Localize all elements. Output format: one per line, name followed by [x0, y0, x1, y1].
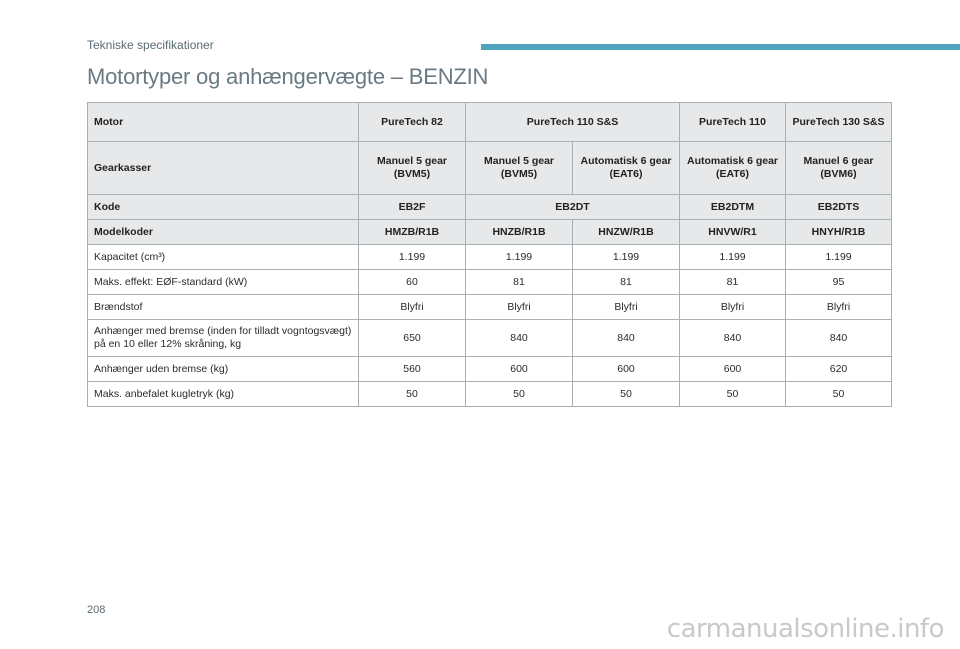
header-accent-bar [481, 44, 960, 50]
watermark: carmanualsonline.info [666, 614, 944, 644]
table-cell: Blyfri [680, 295, 786, 320]
row-label: Anhænger med bremse (inden for tilladt vogntogsvægt) på en 10 eller 12% skråning, kg [88, 320, 359, 357]
table-cell: 95 [786, 270, 892, 295]
table-cell: 1.199 [359, 245, 466, 270]
table-cell: HMZB/R1B [359, 220, 466, 245]
row-label: Gearkasser [88, 142, 359, 195]
table-row [88, 320, 892, 357]
table-row [88, 295, 892, 320]
table-cell: 81 [466, 270, 573, 295]
table-cell: Manuel 6 gear (BVM6) [786, 142, 892, 195]
table-cell: 50 [466, 382, 573, 407]
table-cell: 81 [573, 270, 680, 295]
table-cell: 560 [359, 357, 466, 382]
table-row [88, 270, 892, 295]
column-header: PureTech 110 S&S [466, 103, 680, 142]
table-cell: 60 [359, 270, 466, 295]
table-row-modelkoder [88, 220, 892, 245]
table-cell: Blyfri [573, 295, 680, 320]
row-label: Anhænger uden bremse (kg) [88, 357, 359, 382]
row-label: Kapacitet (cm³) [88, 245, 359, 270]
table-cell: Blyfri [359, 295, 466, 320]
table-cell: EB2DTS [786, 195, 892, 220]
table-cell: 600 [573, 357, 680, 382]
table-cell: 650 [359, 320, 466, 357]
table-cell: Blyfri [786, 295, 892, 320]
table-cell: Blyfri [466, 295, 573, 320]
table-cell: EB2DTM [680, 195, 786, 220]
table-cell: 600 [680, 357, 786, 382]
table-cell: HNZB/R1B [466, 220, 573, 245]
page-number: 208 [87, 604, 106, 616]
section-header: Tekniske specifikationer [87, 38, 214, 52]
table-cell: 840 [786, 320, 892, 357]
table-cell: HNZW/R1B [573, 220, 680, 245]
table-cell: 50 [786, 382, 892, 407]
table-row-motor [88, 103, 892, 142]
row-label: Maks. effekt: EØF-standard (kW) [88, 270, 359, 295]
row-label: Brændstof [88, 295, 359, 320]
table-cell: 1.199 [786, 245, 892, 270]
table-row [88, 357, 892, 382]
table-cell: 50 [573, 382, 680, 407]
table-cell: 81 [680, 270, 786, 295]
table-cell: Automatisk 6 gear (EAT6) [573, 142, 680, 195]
table-cell: 840 [466, 320, 573, 357]
column-header: PureTech 82 [359, 103, 466, 142]
table-cell: EB2DT [466, 195, 680, 220]
table-row [88, 382, 892, 407]
table-cell: 1.199 [573, 245, 680, 270]
table-cell: 50 [680, 382, 786, 407]
column-header: PureTech 130 S&S [786, 103, 892, 142]
table-cell: EB2F [359, 195, 466, 220]
table-row-gearkasser [88, 142, 892, 195]
table-row-kode [88, 195, 892, 220]
row-label: Motor [88, 103, 359, 142]
table-cell: HNVW/R1 [680, 220, 786, 245]
table-row [88, 245, 892, 270]
table-cell: 620 [786, 357, 892, 382]
table-cell: 840 [680, 320, 786, 357]
table-cell: Manuel 5 gear (BVM5) [359, 142, 466, 195]
table-cell: 840 [573, 320, 680, 357]
column-header: PureTech 110 [680, 103, 786, 142]
table-cell: 1.199 [680, 245, 786, 270]
table-cell: 1.199 [466, 245, 573, 270]
table-cell: HNYH/R1B [786, 220, 892, 245]
page-title: Motortyper og anhængervægte – BENZIN [87, 64, 489, 89]
row-label: Modelkoder [88, 220, 359, 245]
table-cell: Automatisk 6 gear (EAT6) [680, 142, 786, 195]
row-label: Maks. anbefalet kugletryk (kg) [88, 382, 359, 407]
row-label: Kode [88, 195, 359, 220]
table-cell: Manuel 5 gear (BVM5) [466, 142, 573, 195]
table-cell: 50 [359, 382, 466, 407]
table-cell: 600 [466, 357, 573, 382]
specs-table [87, 102, 892, 407]
